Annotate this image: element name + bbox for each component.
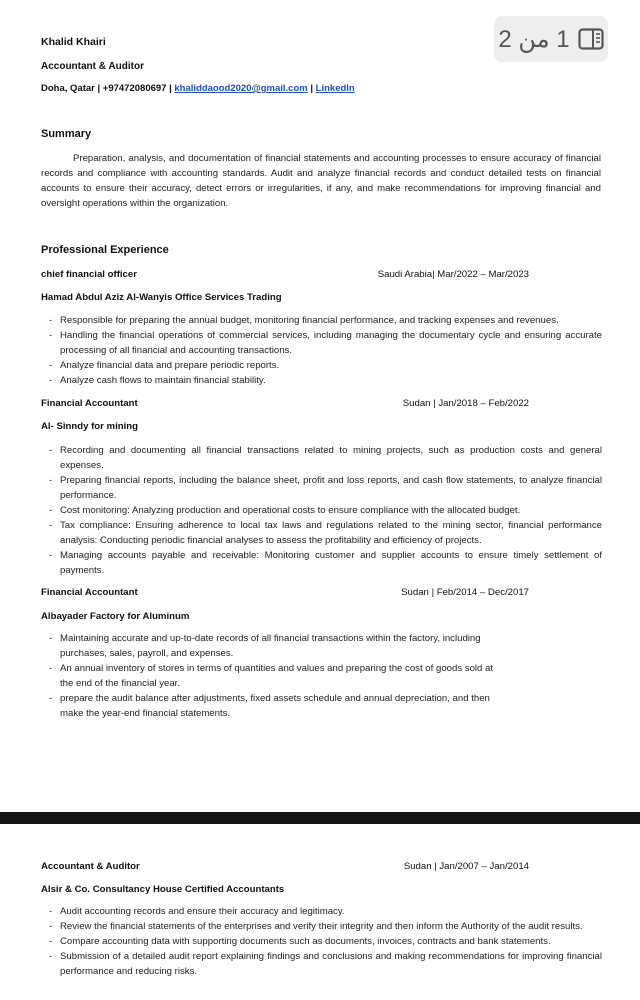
resume-page-2 <box>4 824 636 1000</box>
job-role: Financial Accountant <box>41 587 138 598</box>
linkedin-link[interactable]: LinkedIn <box>315 83 355 94</box>
list-item: - Recording and documenting all financial transactions related to mining projects, such as production costs and general expenses. <box>46 443 602 473</box>
summary-heading: Summary <box>41 128 92 140</box>
job-role-row <box>41 267 529 282</box>
list-item: - Audit accounting records and ensure their accuracy and legitimacy. <box>46 904 602 919</box>
experience-heading: Professional Experience <box>41 244 169 256</box>
candidate-title: Accountant & Auditor <box>41 61 144 72</box>
job-location-dates: Sudan | Feb/2014 – Dec/2017 <box>401 587 529 598</box>
job-bullets <box>46 631 496 721</box>
list-item: - Analyze cash flows to maintain financial stability. <box>46 373 602 388</box>
list-item: - Preparing financial reports, including the balance sheet, profit and loss reports, and cash flow statements, to analyze financial performance. <box>46 473 602 503</box>
job-role-row <box>41 585 529 600</box>
job-location-dates: Sudan | Jan/2018 – Feb/2022 <box>402 398 529 409</box>
list-item: - prepare the audit balance after adjustments, fixed assets schedule and annual depreciation, and then make the year-end financial statements. <box>46 691 496 721</box>
job-role: chief financial officer <box>41 269 137 280</box>
contact-separator: | <box>307 83 316 94</box>
resume-page-1 <box>4 0 636 812</box>
page-indicator[interactable] <box>494 16 608 62</box>
list-item: - Handling the financial operations of commercial services, including managing the documentary cycle and ensuring accurate processing of all financial and accounting transactions. <box>46 328 602 358</box>
list-item: - Managing accounts payable and receivable: Monitoring customer and supplier accounts to ensure timely settlement of payments. <box>46 548 602 578</box>
page-divider <box>0 812 640 824</box>
location-phone: Doha, Qatar | +97472080697 | <box>41 83 175 94</box>
job-location-dates: Saudi Arabia| Mar/2022 – Mar/2023 <box>377 269 529 280</box>
summary-text: Preparation, analysis, and documentation of financial statements and accounting processes to ensure accuracy of financial records and compliance with accounting standards. Audit and analyze financial records and conduct detailed tests on financial accounts to ensure their accuracy, detect errors or irregularities, if any, and make recommendations for improving financial and oversight operations within the organization. <box>41 153 601 209</box>
list-item: - Maintaining accurate and up-to-date records of all financial transactions within the factory, including purchases, sales, payroll, and expenses. <box>46 631 496 661</box>
list-item: - Analyze financial data and prepare periodic reports. <box>46 358 602 373</box>
job-company: Albayader Factory for Aluminum <box>41 611 190 622</box>
job-role: Financial Accountant <box>41 398 138 409</box>
list-item: - An annual inventory of stores in terms of quantities and values and preparing the cost of goods sold at the end of the financial year. <box>46 661 496 691</box>
job-company: Alsir & Co. Consultancy House Certified Accountants <box>41 884 285 895</box>
page-count-label: 1 من 2 <box>498 25 570 53</box>
list-item: - Cost monitoring: Analyzing production and operational costs to ensure compliance with the allocated budget. <box>46 503 602 518</box>
job-location-dates: Sudan | Jan/2007 – Jan/2014 <box>403 861 529 872</box>
list-item: - Review the financial statements of the enterprises and verify their integrity and then inform the Authority of the audit results. <box>46 919 602 934</box>
email-link[interactable]: khaliddaood2020@gmail.com <box>174 83 308 94</box>
list-item: - Submission of a detailed audit report explaining findings and conclusions and making recommendations for improving financial performance and reducing risks. <box>46 949 602 979</box>
list-item: - Responsible for preparing the annual budget, monitoring financial performance, and tracking expenses and revenues. <box>46 313 602 328</box>
list-item: - Tax compliance: Ensuring adherence to local tax laws and regulations related to the mining sector, financial performance analysis: Conducting periodic financial analyses to assess the profitability and efficiency of projects. <box>46 518 602 548</box>
sidebar-toggle-icon[interactable] <box>578 28 604 50</box>
job-bullets <box>46 443 602 578</box>
candidate-name: Khalid Khairi <box>41 36 106 48</box>
job-bullets <box>46 313 602 388</box>
job-role-row <box>41 859 529 874</box>
contact-line <box>41 81 355 96</box>
job-company: Al- Sinndy for mining <box>41 421 138 432</box>
list-item: - Compare accounting data with supporting documents such as documents, invoices, contracts and bank statements. <box>46 934 602 949</box>
job-company: Hamad Abdul Aziz Al-Wanyis Office Services Trading <box>41 292 282 303</box>
job-role-row <box>41 396 529 411</box>
job-bullets <box>46 904 602 979</box>
job-role: Accountant & Auditor <box>41 861 140 872</box>
